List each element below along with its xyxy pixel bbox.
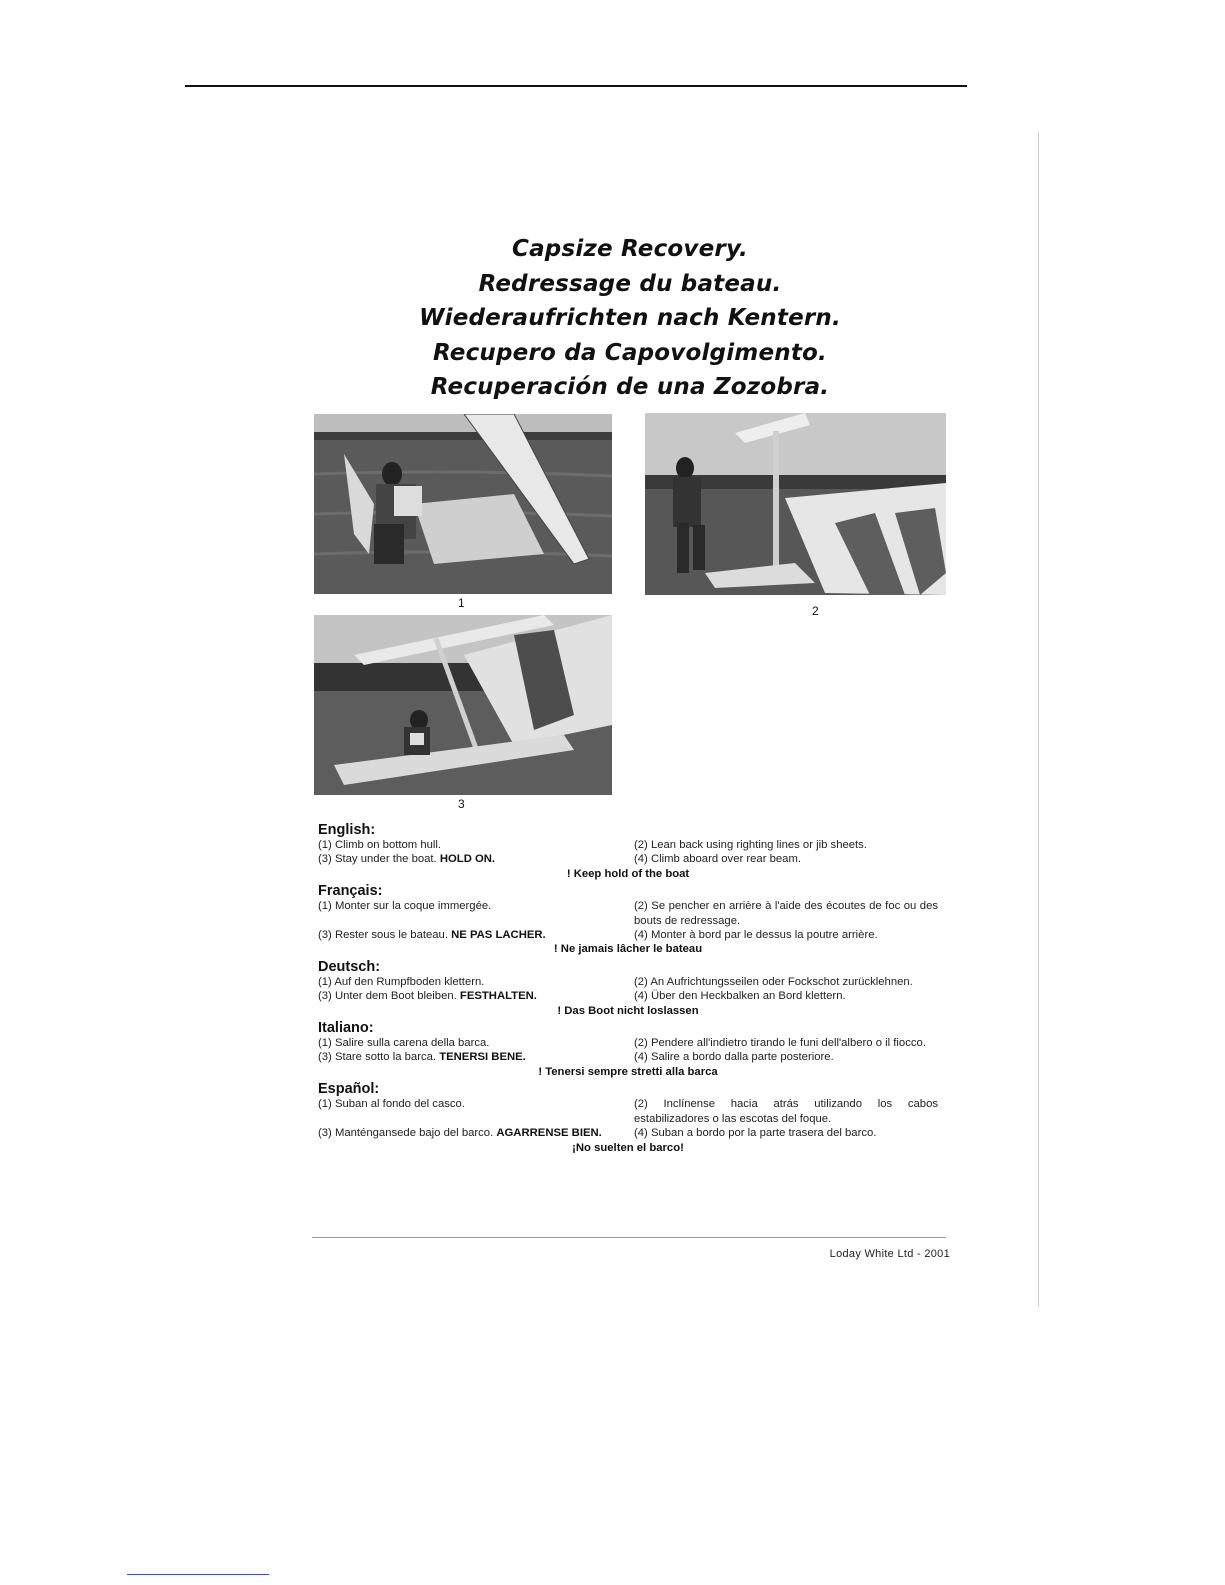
section-italian xyxy=(318,1021,938,1079)
section-heading: Deutsch: xyxy=(318,958,381,975)
step-4: (4) Salire a bordo dalla parte posteriore. xyxy=(634,1051,834,1064)
page-edge-line xyxy=(1038,132,1039,1307)
photo-3 xyxy=(314,615,612,795)
photo-2-illustration xyxy=(645,413,946,595)
section-heading: Español: xyxy=(318,1081,380,1098)
photo-1 xyxy=(314,414,612,594)
step-2: (2) Se pencher en arrière à l'aide des écoutes de foc ou des bouts de redressage. xyxy=(634,900,938,927)
photo-1-caption: 1 xyxy=(458,596,465,610)
photo-2-caption: 2 xyxy=(812,604,819,618)
step-3: (3) Stare sotto la barca. TENERSI BENE. xyxy=(318,1051,526,1064)
step-1: (1) Monter sur la coque immergée. xyxy=(318,900,492,913)
section-english xyxy=(318,823,938,881)
step-3-emphasis: AGARRENSE BIEN. xyxy=(496,1127,602,1140)
step-3: (3) Manténgansede bajo del barco. AGARRENSE BIEN. xyxy=(318,1127,602,1140)
step-3: (3) Unter dem Boot bleiben. FESTHALTEN. xyxy=(318,990,537,1003)
footer-credit: Loday White Ltd - 2001 xyxy=(829,1248,950,1260)
section-heading: English: xyxy=(318,822,376,838)
step-4: (4) Monter à bord par le dessus la poutre arrière. xyxy=(634,929,878,942)
warning: ¡No suelten el barco! xyxy=(572,1141,684,1154)
step-3: (3) Rester sous le bateau. NE PAS LACHER. xyxy=(318,929,546,942)
warning: ! Tenersi sempre stretti alla barca xyxy=(538,1065,718,1078)
warning: ! Das Boot nicht loslassen xyxy=(557,1004,699,1017)
warning: ! Ne jamais lâcher le bateau xyxy=(553,943,703,956)
step-2: (2) An Aufrichtungsseilen oder Fockschot zurücklehnen. xyxy=(634,975,913,988)
section-heading: Français: xyxy=(318,883,383,900)
step-1: (1) Climb on bottom hull. xyxy=(318,839,442,851)
step-3: (3) Stay under the boat. HOLD ON. xyxy=(318,853,496,866)
instructions xyxy=(318,823,938,1155)
title-german: Wiederaufrichten nach Kentern. xyxy=(419,305,841,331)
photo-3-caption: 3 xyxy=(458,797,465,811)
step-4: (4) Climb aboard over rear beam. xyxy=(634,853,802,866)
step-3-emphasis: HOLD ON. xyxy=(439,853,496,866)
section-heading: Italiano: xyxy=(318,1020,374,1037)
step-2: (2) Lean back using righting lines or jib sheets. xyxy=(634,839,867,851)
photo-3-illustration xyxy=(314,615,612,795)
top-rule xyxy=(185,85,967,87)
step-3-emphasis: TENERSI BENE. xyxy=(439,1051,526,1064)
section-spanish xyxy=(318,1082,938,1155)
step-4: (4) Suban a bordo por la parte trasera del barco. xyxy=(634,1127,877,1140)
title-italian: Recupero da Capovolgimento. xyxy=(433,339,827,366)
section-german xyxy=(318,960,938,1018)
footer-rule xyxy=(312,1237,946,1238)
step-1: (1) Auf den Rumpfboden klettern. xyxy=(318,975,485,988)
step-2: (2) Pendere all'indietro tirando le funi dell'albero o il fiocco. xyxy=(634,1037,926,1050)
title-english: Capsize Recovery. xyxy=(512,236,748,262)
step-1: (1) Suban al fondo del casco. xyxy=(318,1098,465,1111)
step-3-emphasis: NE PAS LACHER. xyxy=(451,929,546,942)
photo-2 xyxy=(645,413,946,595)
step-1: (1) Salire sulla carena della barca. xyxy=(318,1037,490,1050)
warning: ! Keep hold of the boat xyxy=(566,867,690,880)
title-french: Redressage du bateau. xyxy=(478,270,782,297)
section-french xyxy=(318,884,938,957)
photo-1-illustration xyxy=(314,414,612,594)
title-block xyxy=(300,232,960,405)
step-3-emphasis: FESTHALTEN. xyxy=(459,990,537,1003)
bottom-link-underline xyxy=(127,1574,269,1575)
step-4: (4) Über den Heckbalken an Bord klettern. xyxy=(634,990,846,1003)
step-2: (2) Inclínense hacia atrás utilizando los cabos estabilizadores o las escotas del foque. xyxy=(634,1098,938,1125)
title-spanish: Recuperación de una Zozobra. xyxy=(430,374,830,400)
